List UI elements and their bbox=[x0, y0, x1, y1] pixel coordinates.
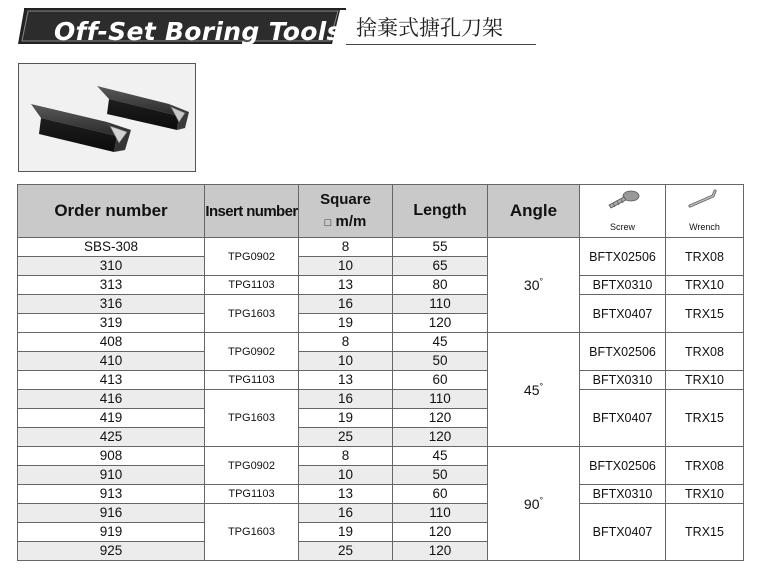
wrench-icon bbox=[685, 188, 725, 212]
order-number-cell: 425 bbox=[18, 428, 205, 447]
insert-number-cell: TPG0902 bbox=[205, 333, 299, 371]
wrench-part-cell: TRX15 bbox=[666, 390, 744, 447]
order-number-cell: 925 bbox=[18, 542, 205, 561]
wrench-part-cell: TRX08 bbox=[666, 333, 744, 371]
header-order-number: Order number bbox=[18, 185, 205, 238]
insert-number-cell: TPG1103 bbox=[205, 485, 299, 504]
square-cell: 8 bbox=[299, 238, 393, 257]
table-row bbox=[18, 371, 744, 390]
angle-cell bbox=[488, 333, 580, 447]
square-cell: 19 bbox=[299, 314, 393, 333]
length-cell: 80 bbox=[393, 276, 488, 295]
length-cell: 65 bbox=[393, 257, 488, 276]
length-cell: 50 bbox=[393, 466, 488, 485]
length-cell: 120 bbox=[393, 314, 488, 333]
header-square-label: Square bbox=[320, 190, 371, 208]
insert-number-cell: TPG1603 bbox=[205, 390, 299, 447]
order-number-cell: 916 bbox=[18, 504, 205, 523]
screw-part-cell: BFTX0407 bbox=[580, 295, 666, 333]
order-number-cell: 310 bbox=[18, 257, 205, 276]
order-number-cell: 913 bbox=[18, 485, 205, 504]
order-number-cell: 919 bbox=[18, 523, 205, 542]
square-cell: 16 bbox=[299, 504, 393, 523]
square-cell: 13 bbox=[299, 485, 393, 504]
insert-number-cell: TPG1103 bbox=[205, 276, 299, 295]
square-cell: 19 bbox=[299, 409, 393, 428]
degree-symbol: ° bbox=[539, 276, 544, 287]
screw-part-cell: BFTX0310 bbox=[580, 485, 666, 504]
square-cell: 25 bbox=[299, 428, 393, 447]
wrench-part-cell: TRX08 bbox=[666, 238, 744, 276]
length-cell: 110 bbox=[393, 390, 488, 409]
length-cell: 120 bbox=[393, 523, 488, 542]
header-wrench bbox=[666, 185, 744, 238]
square-cell: 10 bbox=[299, 257, 393, 276]
insert-number-cell: TPG0902 bbox=[205, 238, 299, 276]
square-cell: 13 bbox=[299, 371, 393, 390]
square-symbol: □ bbox=[324, 216, 332, 229]
square-cell: 10 bbox=[299, 352, 393, 371]
order-number-cell: 908 bbox=[18, 447, 205, 466]
wrench-part-cell: TRX15 bbox=[666, 504, 744, 561]
square-cell: 10 bbox=[299, 466, 393, 485]
screw-part-cell: BFTX02506 bbox=[580, 333, 666, 371]
wrench-part-cell: TRX10 bbox=[666, 371, 744, 390]
insert-number-cell: TPG0902 bbox=[205, 447, 299, 485]
title-underline bbox=[346, 44, 536, 45]
order-number-cell: 319 bbox=[18, 314, 205, 333]
square-cell: 16 bbox=[299, 390, 393, 409]
screw-part-cell: BFTX02506 bbox=[580, 447, 666, 485]
order-number-cell: 910 bbox=[18, 466, 205, 485]
length-cell: 60 bbox=[393, 485, 488, 504]
title-banner bbox=[18, 8, 346, 46]
screw-part-cell: BFTX02506 bbox=[580, 238, 666, 276]
length-cell: 120 bbox=[393, 542, 488, 561]
header-screw bbox=[580, 185, 666, 238]
angle-cell bbox=[488, 238, 580, 333]
square-cell: 19 bbox=[299, 523, 393, 542]
table-row bbox=[18, 390, 744, 409]
screw-part-cell: BFTX0310 bbox=[580, 371, 666, 390]
wrench-part-cell: TRX15 bbox=[666, 295, 744, 333]
table-row bbox=[18, 276, 744, 295]
table-row bbox=[18, 295, 744, 314]
order-number-cell: 419 bbox=[18, 409, 205, 428]
header-insert-number: Insert number bbox=[205, 185, 299, 238]
wrench-part-cell: TRX10 bbox=[666, 276, 744, 295]
insert-number-cell: TPG1603 bbox=[205, 504, 299, 561]
length-cell: 60 bbox=[393, 371, 488, 390]
product-photo bbox=[18, 63, 196, 172]
header-square-unit: m/m bbox=[335, 212, 367, 230]
spec-table bbox=[17, 184, 744, 561]
angle-value: 30 bbox=[523, 277, 540, 293]
page-title: Off-Set Boring Tools bbox=[54, 17, 342, 46]
angle-value: 90 bbox=[523, 495, 540, 512]
wrench-part-cell: TRX10 bbox=[666, 485, 744, 504]
header-wrench-label: Wrench bbox=[689, 221, 720, 232]
order-number-cell: 413 bbox=[18, 371, 205, 390]
table-row bbox=[18, 333, 744, 352]
table-row bbox=[18, 238, 744, 257]
length-cell: 55 bbox=[393, 238, 488, 257]
table-row bbox=[18, 504, 744, 523]
square-cell: 13 bbox=[299, 276, 393, 295]
page-title-chinese: 捨棄式搪孔刀架 bbox=[356, 16, 503, 40]
order-number-cell: SBS-308 bbox=[18, 238, 205, 257]
header-screw-label: Screw bbox=[609, 221, 635, 232]
wrench-part-cell: TRX08 bbox=[666, 447, 744, 485]
degree-symbol: ° bbox=[539, 494, 544, 505]
length-cell: 45 bbox=[393, 447, 488, 466]
boring-tools-image bbox=[19, 64, 195, 171]
length-cell: 50 bbox=[393, 352, 488, 371]
length-cell: 120 bbox=[393, 409, 488, 428]
header-angle: Angle bbox=[488, 185, 580, 238]
square-cell: 8 bbox=[299, 333, 393, 352]
length-cell: 45 bbox=[393, 333, 488, 352]
screw-part-cell: BFTX0407 bbox=[580, 390, 666, 447]
order-number-cell: 316 bbox=[18, 295, 205, 314]
table-row bbox=[18, 447, 744, 466]
angle-value: 45 bbox=[523, 381, 540, 398]
degree-symbol: ° bbox=[539, 380, 544, 391]
screw-icon bbox=[603, 188, 643, 212]
header-length: Length bbox=[393, 185, 488, 238]
table-row bbox=[18, 485, 744, 504]
square-cell: 25 bbox=[299, 542, 393, 561]
spec-table-body bbox=[18, 238, 744, 561]
square-cell: 16 bbox=[299, 295, 393, 314]
insert-number-cell: TPG1603 bbox=[205, 295, 299, 333]
length-cell: 110 bbox=[393, 295, 488, 314]
length-cell: 120 bbox=[393, 428, 488, 447]
insert-number-cell: TPG1103 bbox=[205, 371, 299, 390]
order-number-cell: 408 bbox=[18, 333, 205, 352]
header-square bbox=[299, 185, 393, 238]
screw-part-cell: BFTX0310 bbox=[580, 276, 666, 295]
square-cell: 8 bbox=[299, 447, 393, 466]
angle-cell bbox=[488, 447, 580, 561]
order-number-cell: 410 bbox=[18, 352, 205, 371]
screw-part-cell: BFTX0407 bbox=[580, 504, 666, 561]
order-number-cell: 416 bbox=[18, 390, 205, 409]
order-number-cell: 313 bbox=[18, 276, 205, 295]
length-cell: 110 bbox=[393, 504, 488, 523]
